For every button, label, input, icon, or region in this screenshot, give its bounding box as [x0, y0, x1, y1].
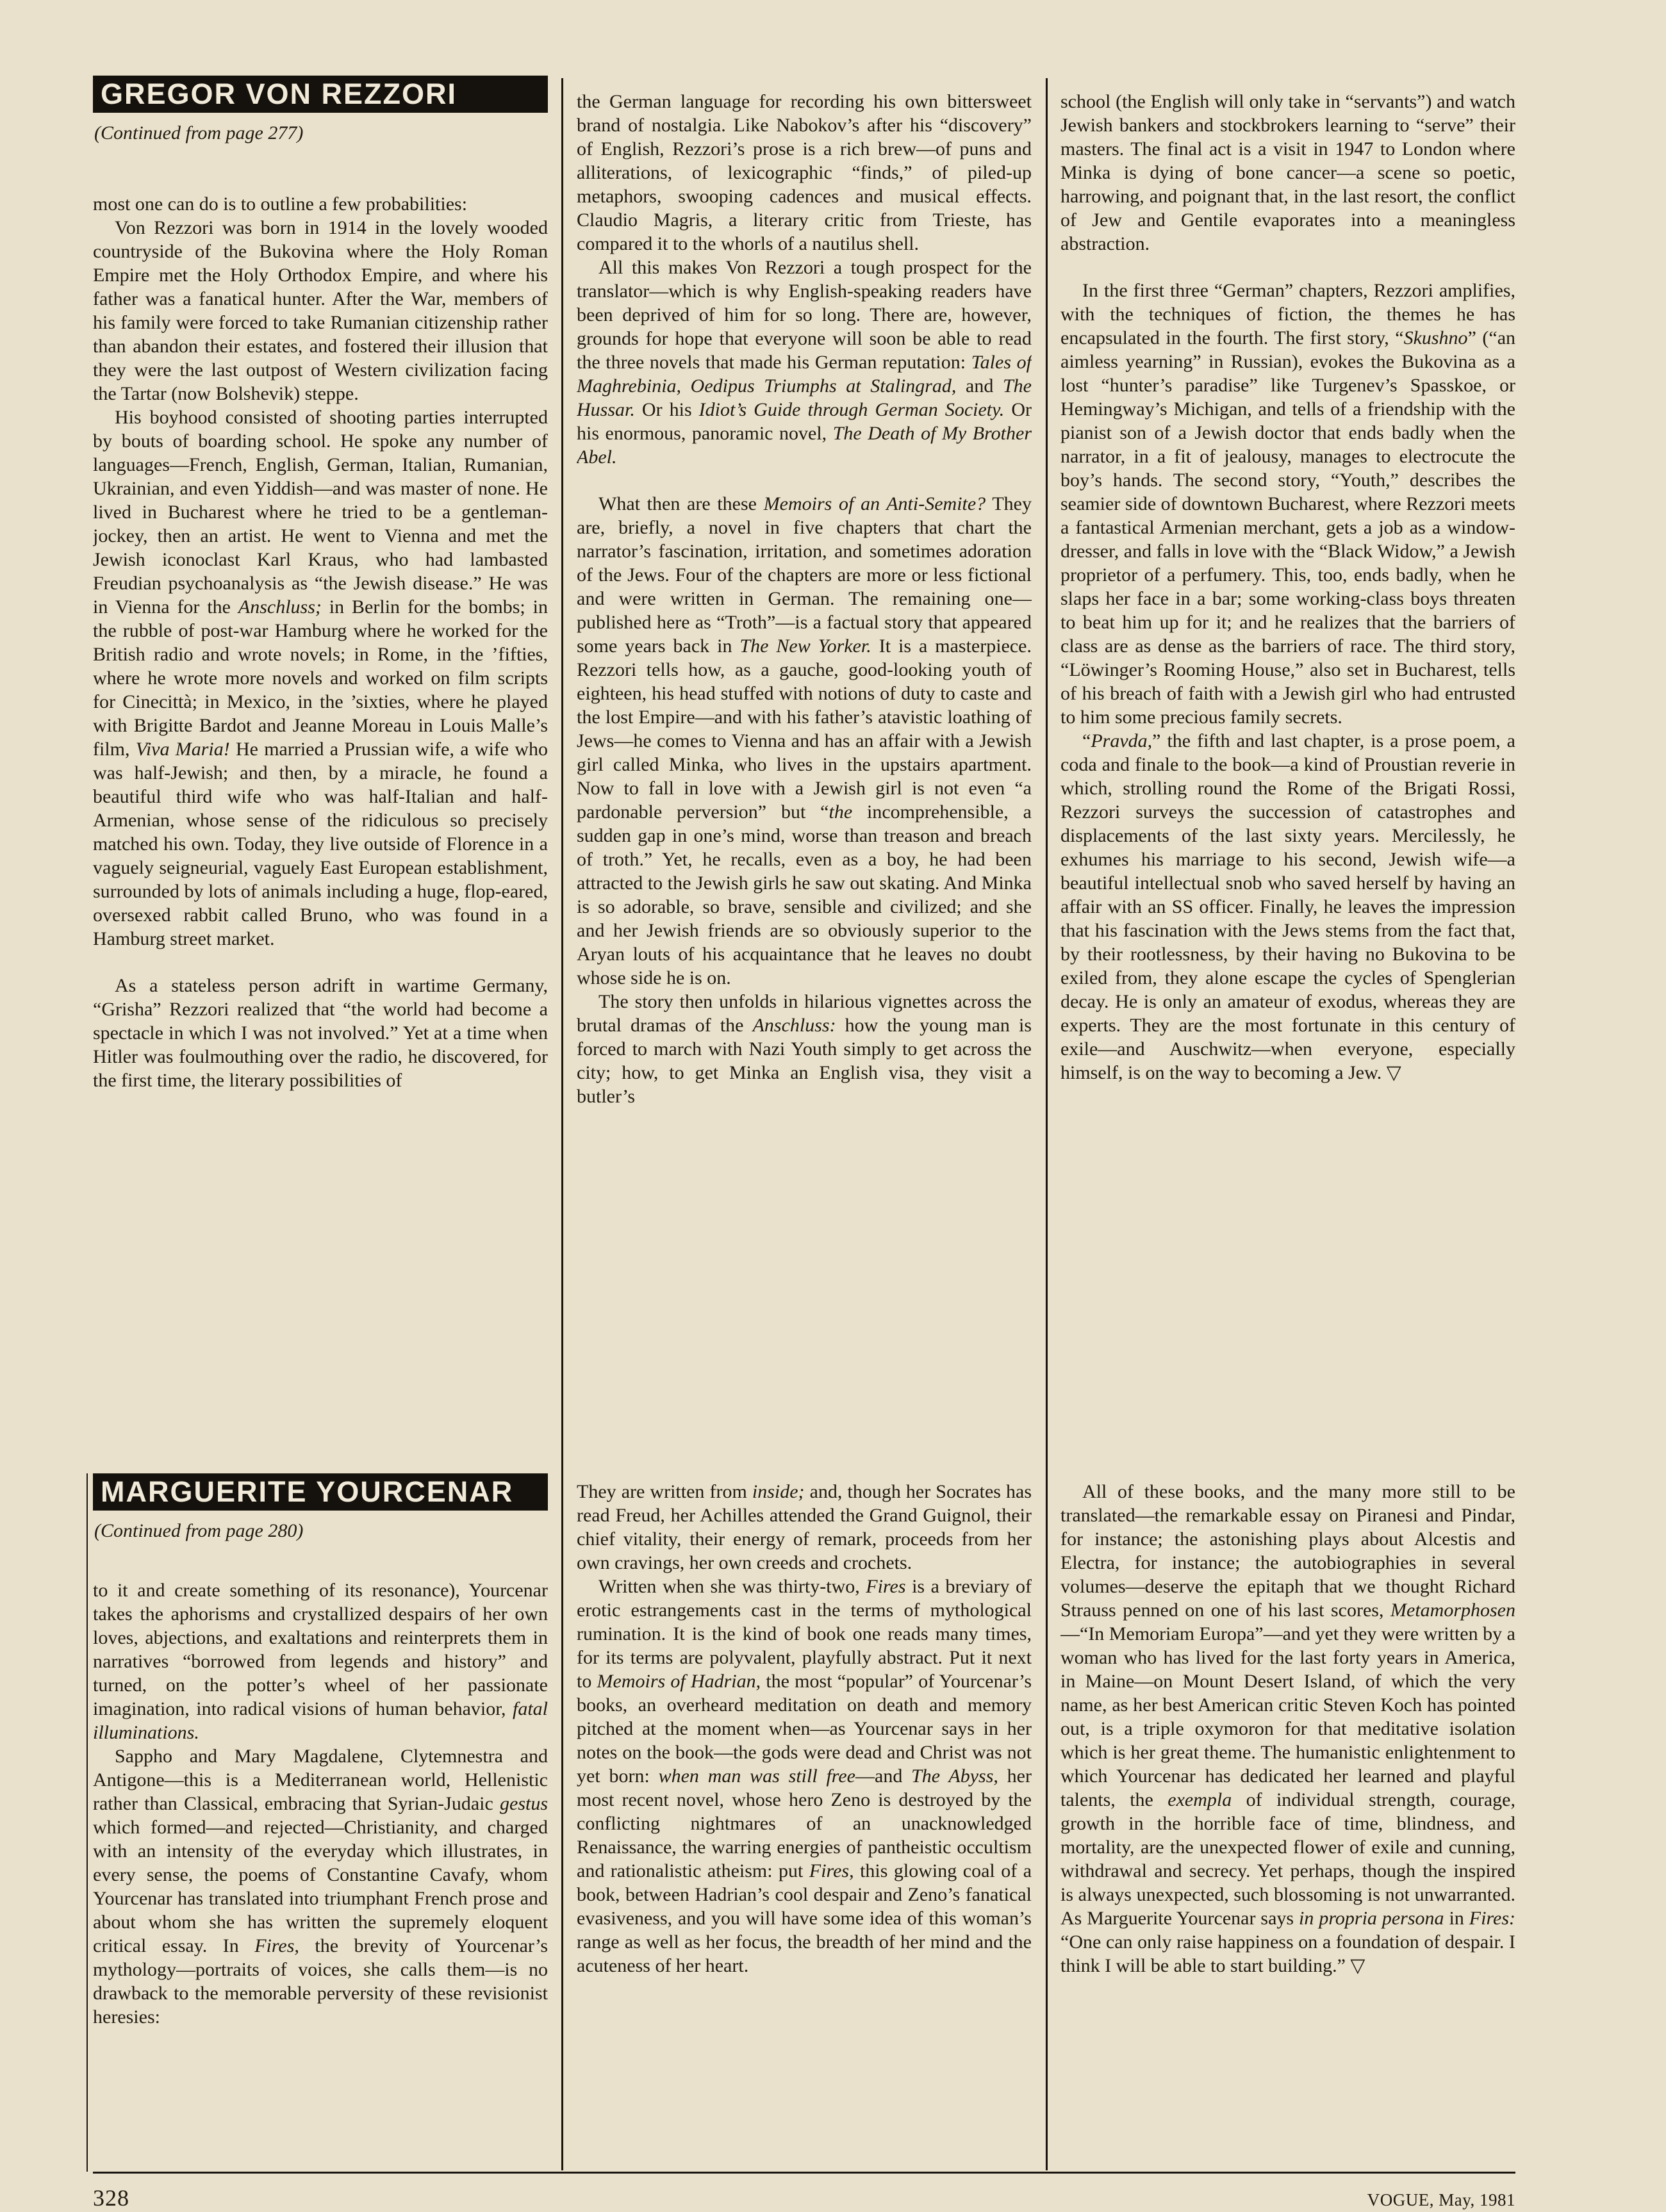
text-run: In the first three “German” chapters, Rezzori amplifies, with the techniques of fiction, the themes he has encapsulated in the fourth. The first story, “	[1060, 280, 1515, 348]
yourcenar-column-1	[93, 1473, 548, 2170]
italic-text-run: Tales of Maghrebinia, Oedipus Triumphs at Stalingrad,	[577, 352, 1032, 397]
page-footer	[93, 2184, 1515, 2211]
article-rezzori	[93, 76, 1515, 1473]
text-run: in Berlin for the bombs; in the rubble of post-war Hamburg where he worked for the British radio and wrote novels; in Rome, in the ’fifties, where he wrote more novels and worked on film scripts for Cinecittà; in Mexico, in the ’sixties, where he played with Brigitte Bardot and Jeanne Moreau in Louis Malle’s film,	[93, 596, 548, 760]
paragraph	[577, 990, 1032, 1108]
left-edge-rule	[87, 1473, 88, 2172]
text-run: —and	[855, 1766, 912, 1787]
yourcenar-column-2-text	[577, 1480, 1032, 1978]
paragraph	[93, 406, 548, 951]
paragraph	[1060, 90, 1515, 256]
text-run: most one can do is to outline a few probabilities:	[93, 193, 468, 215]
text-run: “	[1082, 730, 1091, 751]
paragraph	[1060, 1480, 1515, 1978]
italic-text-run: Viva Maria!	[135, 739, 230, 760]
italic-text-run: Fires	[866, 1576, 906, 1597]
text-run: school (the English will only take in “servants”) and watch Jewish bankers and stockbrokers learning to “serve” their masters. The final act is a visit in 1947 to London where Minka is dying of bone cancer—a scene so poetic, harrowing, and poignant that, in the last resort, the conflict of Jew and Gentile evaporates into a meaningless abstraction.	[1060, 91, 1515, 254]
text-run: the brevity of Yourcenar’s mythology—portraits of voices, she calls them—is no drawback to the memorable perversity of these revisionist heresies:	[93, 1935, 548, 2028]
paragraph	[93, 1578, 548, 1744]
rezzori-continued-note: (Continued from page 277)	[94, 122, 304, 143]
yourcenar-continued-note: (Continued from page 280)	[94, 1520, 304, 1541]
italic-text-run: Fires,	[254, 1935, 299, 1956]
italic-text-run: The Abyss,	[911, 1766, 998, 1787]
italic-text-run: The New Yorker.	[739, 635, 871, 657]
italic-text-run: The Hussar.	[577, 375, 1032, 420]
text-run: His boyhood consisted of shooting parties interrupted by bouts of boarding school. He spoke any number of languages—French, English, German, Italian, Rumanian, Ukrainian, and even Yiddish—and was master of none. He lived in Bucharest where he tried to be a gentleman-jockey, then an artist. He went to Vienna and met the Jewish iconoclast Karl Kraus, who had lambasted Freudian psychoanalysis as “the Jewish disease.” He was in Vienna for the	[93, 407, 548, 618]
paragraph	[577, 256, 1032, 469]
yourcenar-column-2	[577, 1473, 1032, 2170]
text-run: how the young man is forced to march with Nazi Youth simply to get across the city; how, to get Minka an English visa, they visit a butler’s	[577, 1015, 1032, 1107]
yourcenar-column-3	[1060, 1473, 1515, 2170]
text-run: and	[956, 375, 1003, 397]
text-run: this glowing coal of a book, between Hadrian’s cool despair and Zeno’s fanatical evasiveness, and you will have some idea of this woman’s range as well as her focus, the breadth of her mind and the acuteness of her heart.	[577, 1860, 1032, 1976]
text-run: Or his	[634, 399, 699, 420]
paragraph	[93, 1744, 548, 2029]
rezzori-column-3	[1060, 76, 1515, 1473]
paragraph	[577, 1480, 1032, 1575]
text-run: the German language for recording his own bittersweet brand of nostalgia. Like Nabokov’s after his “discovery” of English, Rezzori’s prose is a rich brew—of puns and alliterations, of lexicographic “finds,” of piled-up metaphors, swooping cadences and musical effects. Claudio Magris, a literary critic from Trieste, has compared it to the whorls of a nautilus shell.	[577, 91, 1032, 254]
rezzori-column-3-text	[1060, 90, 1515, 1085]
text-run: the most “popular” of Yourcenar’s books, an overheard meditation on death and memory pitched at the moment when—as Yourcenar says in her notes on the book—the gods were dead and Christ was not yet born:	[577, 1671, 1032, 1787]
paragraph	[1060, 729, 1515, 1085]
italic-text-run: Anschluss:	[752, 1015, 836, 1036]
text-run: ” the fifth and last chapter, is a prose poem, a coda and finale to the book—a kind of Proustian reverie in which, strolling round the Rome of the Brigati Rossi, Rezzori surveys the succession of catastrophes and displacements of the last sixty years. Mercilessly, he exhumes his marriage to his second, Jewish wife—a beautiful intellectual snob who saved herself by having an affair with an SS officer. Finally, he leaves the impression that his fascination with the Jews stems from the fact that, by their rootlessness, by their having no Bukovina to be exiled from, they alone escape the cycles of Spenglerian decay. He is only an amateur of exodus, whereas they are experts. They are the most fortunate in this century of exile—and Auschwitz—when everyone, especially himself, is on the way to becoming a Jew. ▽	[1060, 730, 1515, 1083]
text-run: He married a Prussian wife, a wife who was half-Jewish; and then, by a miracle, he found a beautiful third wife who was half-Italian and half-Armenian, whose sense of the ridiculous so precisely matched his own. Today, they live outside of Florence in a vaguely seigneurial, vaguely East European establishment, surrounded by lots of animals including a huge, flop-eared, oversexed rabbit called Bruno, who was found in a Hamburg street market.	[93, 739, 548, 949]
italic-text-run: in propria persona	[1299, 1908, 1444, 1929]
text-run: of individual strength, courage, growth in the horrible face of time, blindness, and mortality, are the unexpected flower of exile and cunning, withdrawal and secrecy. Yet perhaps, though the inspired is always unexpected, such blossoming is not unwarranted. As Marguerite Yourcenar says	[1060, 1789, 1515, 1929]
text-run: —“In Memoriam Europa”—and yet they were written by a woman who has lived for the last forty years in America, in Maine—on Mount Desert Island, of which the very name, as her best American critic Steven Koch has pointed out, is a triple oxymoron for that meditative isolation which is her great theme. The humanistic enlightenment to which Yourcenar has dedicated her learned and playful talents, the	[1060, 1623, 1515, 1810]
text-run: her most recent novel, whose hero Zeno is destroyed by the conflicting nightmares of an unacknowledged Renaissance, the warring energies of pantheistic occultism and rationalistic atheism: put	[577, 1766, 1032, 1881]
text-run: They are written from	[577, 1481, 752, 1502]
italic-text-run: Memoirs of an Anti-Semite?	[763, 493, 986, 514]
rezzori-title: GREGOR VON REZZORI	[101, 78, 458, 110]
italic-text-run: Fires,	[809, 1860, 854, 1881]
italic-text-run: Fires:	[1469, 1908, 1515, 1929]
italic-text-run: Anschluss;	[238, 596, 322, 618]
text-run: ” (“an aimless yearning” in Russian), evokes the Bukovina as a lost “hunter’s paradise” like Turgenev’s Spasskoe, or Hemingway’s Michigan, and tells of a friendship with the pianist son of a Jewish doctor that ends badly when the narrator, in a fit of jealousy, manages to electrocute the boy’s hands. The second story, “Youth,” describes the seamier side of downtown Bucharest, where Rezzori meets a fantastical Armenian merchant, gets a job as a window-dresser, and falls in love with the “Black Widow,” a Jewish proprietor of a perfumery. This, too, ends badly, when he slaps her face in a bar; some working-class boys threaten to beat him up for it; and he realizes that the barriers of class are as dense as the barriers of race. The third story, “Löwinger’s Rooming House,” also set in Bucharest, tells of his breach of faith with a Jewish girl who had entrusted to him some precious family secrets.	[1060, 327, 1515, 728]
text-run: Or his enormous, panoramic novel,	[577, 399, 1032, 444]
text-run: and, though her Socrates has read Freud, her Achilles attended the Grand Guignol, their chief vitality, their energy of remark, proceeds from her own cravings, her own creeds and crochets.	[577, 1481, 1032, 1573]
rezzori-column-2	[577, 76, 1032, 1473]
yourcenar-column-3-text	[1060, 1480, 1515, 1978]
italic-text-run: The Death of My Brother Abel.	[577, 423, 1032, 468]
article-yourcenar	[93, 1473, 1515, 2170]
paragraph	[577, 1575, 1032, 1978]
italic-text-run: Skushno	[1403, 327, 1468, 348]
rezzori-column-2-text	[577, 90, 1032, 1108]
text-run: Von Rezzori was born in 1914 in the lovely wooded countryside of the Bukovina where the Holy Roman Empire met the Holy Orthodox Empire, and where his father was a fanatical hunter. After the War, members of his family were forced to take Rumanian citizenship rather than abandon their estates, and fostered their illusion that they were the last outpost of Western civilization facing the Tartar (now Bolshevik) steppe.	[93, 217, 548, 404]
page-content	[93, 76, 1515, 2212]
italic-text-run: gestus	[500, 1793, 548, 1814]
italic-text-run: exempla	[1167, 1789, 1232, 1810]
rezzori-column-1	[93, 76, 548, 1473]
text-run: It is a masterpiece. Rezzori tells how, as a gauche, good-looking youth of eighteen, his head stuffed with notions of duty to caste and the lost Empire—and with his father’s atavistic loathing of Jews—he comes to Vienna and has an affair with a Jewish girl called Minka, who lives in the upstairs apartment. Now to fall in love with a Jewish girl is not even “a pardonable perversion” but “	[577, 635, 1032, 823]
text-run: incomprehensible, a sudden gap in one’s mind, worse than treason and breach of troth.” Yet, he recalls, even as a boy, he had been attracted to the Jewish girls he saw out skating. And Minka is so adorable, so brave, sensible and civilized; and she and her Jewish friends are so obviously superior to the Aryan louts of his acquaintance that he leaves no doubt whose side he is on.	[577, 801, 1032, 988]
paragraph	[577, 90, 1032, 256]
text-run: The story then unfolds in hilarious vignettes across the brutal dramas of the	[577, 991, 1032, 1036]
text-run: All this makes Von Rezzori a tough prospect for the translator—which is why English-speaking readers have been deprived of him for so long. There are, however, grounds for hope that everyone will soon be able to read the three novels that made his German reputation:	[577, 257, 1032, 373]
text-run: They are, briefly, a novel in five chapters that chart the narrator’s fascination, irritation, and sometimes adoration of the Jews. Four of the chapters are more or less fictional and were written in German. The remaining one—published here as “Troth”—is a factual story that appeared some years back in	[577, 493, 1032, 657]
italic-text-run: when man was still free	[658, 1766, 855, 1787]
text-run: What then are these	[598, 493, 764, 514]
paragraph	[577, 492, 1032, 990]
footer-rule	[93, 2172, 1515, 2174]
italic-text-run: the	[829, 801, 853, 823]
paragraph	[93, 216, 548, 406]
text-run: Written when she was thirty-two,	[598, 1576, 866, 1597]
yourcenar-column-1-text	[93, 1578, 548, 2029]
italic-text-run: fatal illuminations.	[93, 1698, 548, 1743]
italic-text-run: inside;	[752, 1481, 805, 1502]
italic-text-run: Pravda,	[1091, 730, 1153, 751]
text-run: to it and create something of its resonance), Yourcenar takes the aphorisms and crystallized despairs of her own loves, abjections, and exaltations and reinterprets them in narratives “borrowed from legends and history” and turned, on the potter’s wheel of her passionate imagination, into radical visions of human behavior,	[93, 1580, 548, 1719]
text-run: which formed—and rejected—Christianity, and charged with an intensity of the everyday which illustrates, in every sense, the poems of Constantine Cavafy, whom Yourcenar has translated into triumphant French prose and about whom she has written the supremely eloquent critical essay. In	[93, 1817, 548, 1956]
text-run: is a breviary of erotic estrangements cast in the terms of mythological rumination. It is the kind of book one reads many times, for its terms are polyvalent, playfully abstract. Put it next to	[577, 1576, 1032, 1692]
yourcenar-title-bar	[93, 1473, 548, 1511]
paragraph	[1060, 279, 1515, 729]
rezzori-title-bar	[93, 76, 548, 113]
italic-text-run: Memoirs of Hadrian,	[597, 1671, 761, 1692]
paragraph	[93, 974, 548, 1092]
italic-text-run: Metamorphosen	[1390, 1600, 1515, 1621]
paragraph	[93, 192, 548, 216]
text-run: Sappho and Mary Magdalene, Clytemnestra and Antigone—this is a Mediterranean world, Hellenistic rather than Classical, embracing that Syrian-Judaic	[93, 1746, 548, 1814]
issue-credit: VOGUE, May, 1981	[1367, 2190, 1515, 2209]
text-run: As a stateless person adrift in wartime Germany, “Grisha” Rezzori realized that “the world had become a spectacle in which I was not involved.” Yet at a time when Hitler was foulmouthing over the radio, he discovered, for the first time, the literary possibilities of	[93, 975, 548, 1091]
text-run: “One can only raise happiness on a foundation of despair. I think I will be able to start building.” ▽	[1060, 1931, 1515, 1976]
text-run: in	[1444, 1908, 1469, 1929]
page-number: 328	[93, 2185, 129, 2211]
text-run: All of these books, and the many more still to be translated—the remarkable essay on Piranesi and Pindar, for instance; the astonishing plays about Alcestis and Electra, for instance; the autobiographies in several volumes—deserve the epitaph that we thought Richard Strauss penned on one of his last scores,	[1060, 1481, 1515, 1621]
italic-text-run: Idiot’s Guide through German Society.	[698, 399, 1005, 420]
rezzori-column-1-text	[93, 192, 548, 1092]
yourcenar-title: MARGUERITE YOURCENAR	[101, 1475, 514, 1508]
